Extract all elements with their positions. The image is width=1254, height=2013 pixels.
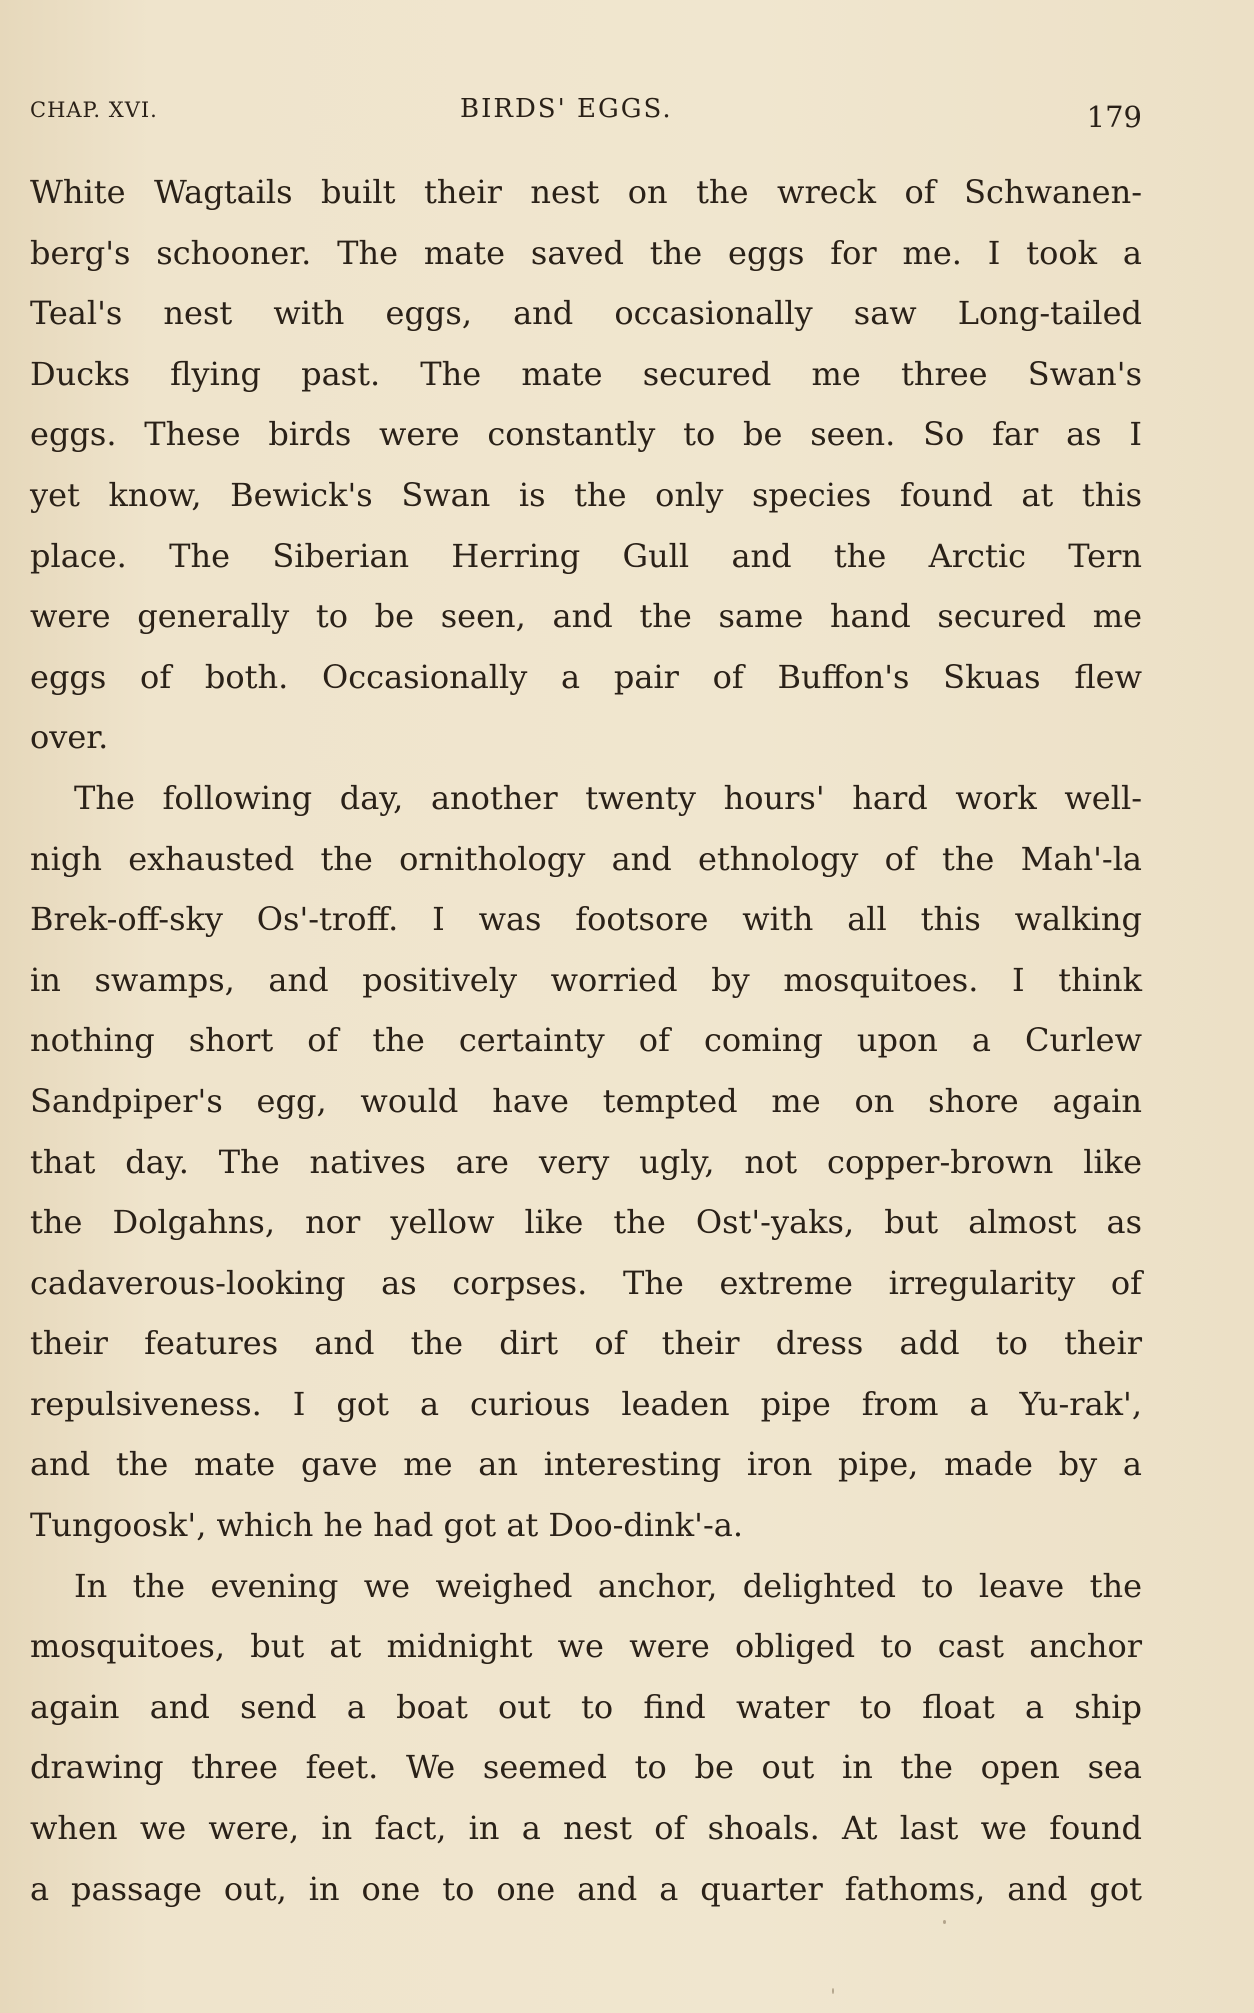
text-line: in swamps, and positively worried by mosquitoes. I think: [30, 960, 1142, 999]
text-line: and the mate gave me an interesting iron pipe, made by a: [30, 1445, 1142, 1484]
running-head: [30, 90, 1142, 134]
text-line: eggs of both. Occasionally a pair of Buffon's Skuas flew: [30, 657, 1142, 696]
text-line: Teal's nest with eggs, and occasionally saw Long-tailed: [30, 294, 1142, 333]
body-text: [30, 162, 1142, 1919]
page-number: 179: [1086, 100, 1142, 134]
text-line: their features and the dirt of their dress add to their: [30, 1324, 1142, 1363]
text-line: that day. The natives are very ugly, not copper-brown like: [30, 1142, 1142, 1181]
text-line: yet know, Bewick's Swan is the only species found at this: [30, 475, 1142, 514]
text-line: over.: [30, 718, 109, 757]
text-line: eggs. These birds were constantly to be seen. So far as I: [30, 415, 1142, 454]
text-line: nothing short of the certainty of coming upon a Curlew: [30, 1021, 1142, 1060]
text-line: Brek-off-sky Os'-troff. I was footsore with all this walking: [30, 900, 1142, 939]
text-line: repulsiveness. I got a curious leaden pipe from a Yu-rak',: [30, 1384, 1142, 1423]
text-line: when we were, in fact, in a nest of shoals. At last we found: [30, 1809, 1142, 1848]
text-line: The following day, another twenty hours' hard work well-: [74, 778, 1142, 817]
chapter-label: CHAP. XVI.: [30, 98, 158, 122]
text-line: were generally to be seen, and the same hand secured me: [30, 597, 1142, 636]
text-line: a passage out, in one to one and a quarter fathoms, and got: [30, 1869, 1142, 1908]
text-line: place. The Siberian Herring Gull and the Arctic Tern: [30, 536, 1142, 575]
text-line: Ducks flying past. The mate secured me three Swan's: [30, 354, 1142, 393]
paper-speck: [832, 1988, 834, 1994]
text-line: drawing three feet. We seemed to be out in the open sea: [30, 1748, 1142, 1787]
text-line: nigh exhausted the ornithology and ethnology of the Mah'-la: [30, 839, 1142, 878]
text-line: berg's schooner. The mate saved the eggs for me. I took a: [30, 233, 1142, 272]
text-line: In the evening we weighed anchor, delighted to leave the: [74, 1566, 1142, 1605]
text-line: cadaverous-looking as corpses. The extreme irregularity of: [30, 1263, 1142, 1302]
text-line: Sandpiper's egg, would have tempted me on shore again: [30, 1081, 1142, 1120]
text-line: mosquitoes, but at midnight we were obliged to cast anchor: [30, 1627, 1142, 1666]
text-line: again and send a boat out to find water to float a ship: [30, 1687, 1142, 1726]
text-line: the Dolgahns, nor yellow like the Ost'-yaks, but almost as: [30, 1203, 1142, 1242]
text-line: Tungoosk', which he had got at Doo-dink'-a.: [30, 1506, 743, 1545]
text-line: White Wagtails built their nest on the wreck of Schwanen-: [30, 173, 1142, 211]
paper-speck: [943, 1920, 946, 1924]
page-title: BIRDS' EGGS.: [460, 94, 673, 124]
